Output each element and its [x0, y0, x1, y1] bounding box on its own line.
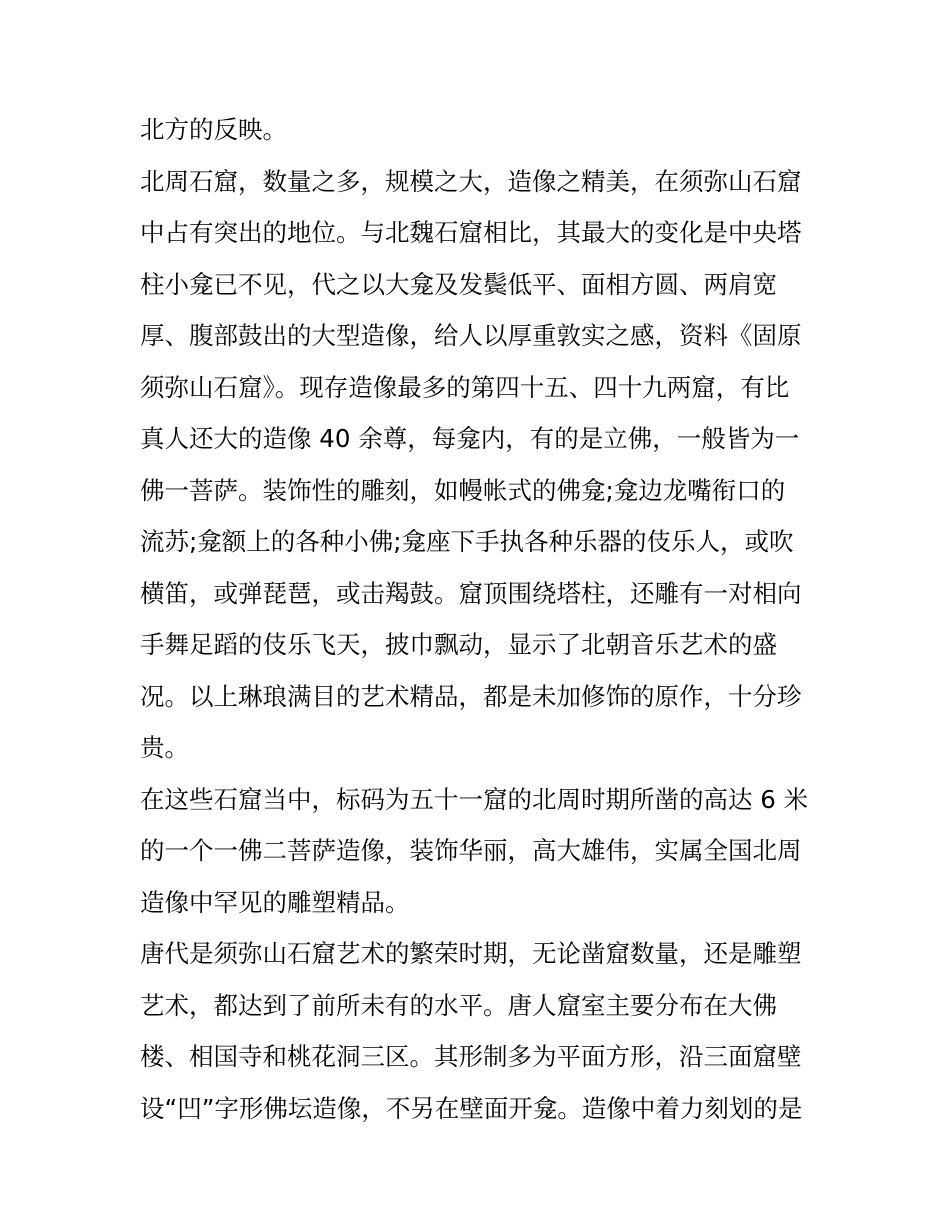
text-line: 唐代是须弥山石窟艺术的繁荣时期，无论凿窟数量，还是雕塑	[140, 939, 802, 968]
text-line: 艺术，都达到了前所未有的水平。唐人窟室主要分布在大佛	[140, 990, 777, 1020]
text-line: 设“凹”字形佛坛造像，不另在壁面开龛。造像中着力刻划的是	[140, 1093, 803, 1123]
text-line: 须弥山石窟》。现存造像最多的第四十五、四十九两窟，有比	[140, 372, 790, 402]
text-line: 况。以上琳琅满目的艺术精品，都是未加修饰的原作，十分珍	[140, 681, 802, 711]
text-line: 在这些石窟当中，标码为五十一窟的北周时期所凿的高达 6 米	[140, 784, 809, 814]
text-line: 中占有突出的地位。与北魏石窟相比，其最大的变化是中央塔	[140, 218, 802, 247]
text-line: 北周石窟，数量之多，规模之大，造像之精美，在须弥山石窟	[140, 166, 802, 196]
text-line: 流苏;龛额上的各种小佛;龛座下手执各种乐器的伎乐人，或吹	[140, 527, 794, 556]
text-line: 贵。	[140, 733, 189, 762]
text-line: 厚、腹部鼓出的大型造像，给人以厚重敦实之感，资料《固原	[140, 321, 802, 350]
text-line: 造像中罕见的雕塑精品。	[140, 887, 410, 917]
text-line: 柱小龛已不见，代之以大龛及发鬓低平、面相方圆、两肩宽	[140, 269, 777, 299]
text-line: 的一个一佛二菩萨造像，装饰华丽，高大雄伟，实属全国北周	[140, 836, 802, 865]
text-line: 北方的反映。	[140, 115, 287, 144]
text-line: 佛一菩萨。装饰性的雕刻，如幔帐式的佛龛;龛边龙嘴衔口的	[140, 475, 786, 505]
text-line: 楼、相国寺和桃花洞三区。其形制多为平面方形，沿三面窟壁	[140, 1042, 802, 1071]
text-line: 手舞足蹈的伎乐飞天，披巾飘动，显示了北朝音乐艺术的盛	[140, 630, 777, 659]
document-body	[140, 104, 820, 1134]
text-line: 真人还大的造像 40 余尊，每龛内，有的是立佛，一般皆为一	[140, 424, 800, 453]
text-line: 横笛，或弹琵琶，或击羯鼓。窟顶围绕塔柱，还雕有一对相向	[140, 578, 802, 608]
